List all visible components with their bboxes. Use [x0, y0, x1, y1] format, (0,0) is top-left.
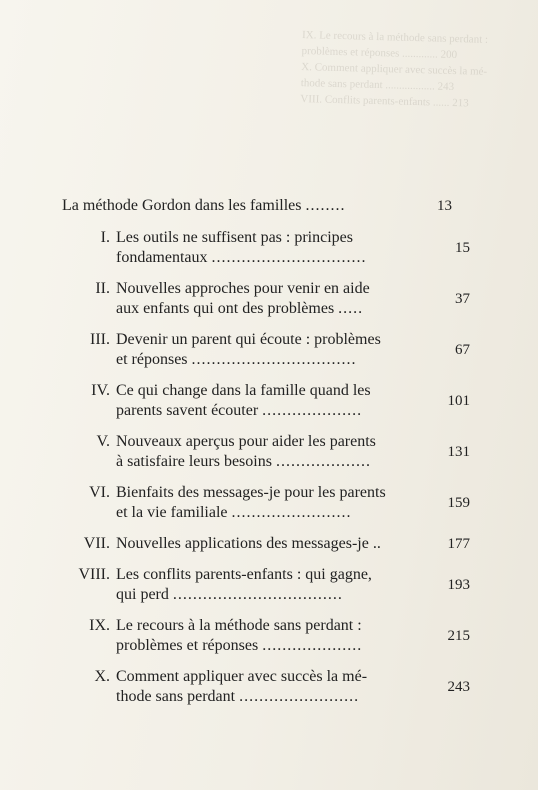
chapter-numeral: VIII. [78, 566, 110, 583]
toc-chapter-entry [62, 565, 472, 605]
chapter-page-number: 215 [447, 628, 470, 644]
bleed-line: VIII. Conflits parents-enfants ...... 213 [300, 92, 469, 110]
toc-chapter-entry [62, 534, 472, 554]
bleed-line: X. Comment appliquer avec succès la mé- [301, 61, 488, 78]
chapter-page-number: 67 [455, 342, 470, 358]
chapter-title [116, 534, 408, 554]
chapter-title-line-text: qui perd [116, 586, 169, 603]
intro-title-text: La méthode Gordon dans les familles [62, 197, 302, 214]
chapter-title-line: Comment appliquer avec succès la mé- [116, 668, 368, 685]
chapter-page-number: 131 [447, 444, 470, 460]
chapter-title-line [116, 350, 408, 370]
leader-dots: ................... [275, 453, 371, 470]
chapter-title [116, 616, 408, 656]
chapter-title-line: Nouvelles applications des messages-je .. [116, 535, 381, 552]
chapter-list [62, 228, 472, 707]
chapter-numeral: VII. [83, 535, 110, 552]
table-of-contents [62, 196, 472, 718]
chapter-title-line: Bienfaits des messages-je pour les parents [116, 484, 386, 501]
chapter-numeral: V. [96, 433, 110, 450]
chapter-title-line-text: thode sans perdant [116, 688, 236, 705]
chapter-title-line [116, 636, 408, 656]
chapter-numeral: IX. [89, 617, 110, 634]
chapter-page-number: 159 [447, 495, 470, 511]
chapter-title [116, 381, 408, 421]
chapter-title-line-text: problèmes et réponses [116, 637, 259, 654]
toc-chapter-entry [62, 483, 472, 523]
chapter-numeral: IV. [91, 382, 110, 399]
toc-intro-entry [62, 196, 472, 218]
toc-chapter-entry [62, 279, 472, 319]
chapter-title-line [116, 503, 408, 523]
leader-dots: ........................ [231, 504, 352, 521]
chapter-title-line: Devenir un parent qui écoute : problèmes [116, 331, 381, 348]
chapter-title [116, 228, 408, 268]
chapter-title-line [116, 401, 408, 421]
chapter-title-line: Les outils ne suffisent pas : principes [116, 229, 353, 246]
chapter-title [116, 667, 408, 707]
chapter-title-line [116, 299, 408, 319]
toc-chapter-entry [62, 330, 472, 370]
bleed-line: IX. Le recours à la méthode sans perdant : [301, 29, 489, 46]
chapter-title-line-text: et réponses [116, 351, 188, 368]
leader-dots: .................... [262, 637, 363, 654]
chapter-title-line: Ce qui change dans la famille quand les [116, 382, 371, 399]
chapter-title-line: Le recours à la méthode sans perdant : [116, 617, 362, 634]
toc-chapter-entry [62, 432, 472, 472]
chapter-title-line-text: fondamentaux [116, 249, 208, 266]
toc-chapter-entry [62, 667, 472, 707]
chapter-numeral: I. [100, 229, 110, 246]
chapter-numeral: II. [95, 280, 110, 297]
leader-dots: ............................... [211, 249, 367, 266]
chapter-numeral: X. [94, 668, 110, 685]
chapter-title-line-text: et la vie familiale [116, 504, 228, 521]
chapter-title-line-text: aux enfants qui ont des problèmes [116, 300, 335, 317]
chapter-title-line [116, 452, 408, 472]
bleed-line: thode sans perdant .................. 243 [300, 77, 455, 94]
chapter-page-number: 101 [447, 393, 470, 409]
chapter-numeral: VI. [89, 484, 110, 501]
leader-dots: ..... [338, 300, 364, 317]
chapter-title-line [116, 585, 408, 605]
chapter-title-line: Nouveaux aperçus pour aider les parents [116, 433, 376, 450]
chapter-title [116, 279, 408, 319]
chapter-title [116, 330, 408, 370]
chapter-page-number: 193 [447, 577, 470, 593]
leader-dots: .................................. [172, 586, 343, 603]
intro-title [62, 196, 346, 216]
chapter-title [116, 565, 408, 605]
chapter-title-line-text: parents savent écouter [116, 402, 259, 419]
leader-dots: ........ [305, 197, 346, 214]
chapter-page-number: 177 [447, 536, 470, 552]
leader-dots: .................... [262, 402, 363, 419]
toc-chapter-entry [62, 616, 472, 656]
chapter-title-line [116, 248, 408, 268]
toc-chapter-entry [62, 381, 472, 421]
chapter-title-line [116, 687, 408, 707]
leader-dots: ........................ [239, 688, 360, 705]
chapter-title-line: Les conflits parents-enfants : qui gagne, [116, 566, 372, 583]
bleed-line: problèmes et réponses ............. 200 [301, 45, 458, 62]
bleed-through-text [298, 27, 532, 203]
intro-page-number: 13 [437, 198, 452, 214]
chapter-title-line: Nouvelles approches pour venir en aide [116, 280, 370, 297]
chapter-page-number: 37 [455, 291, 470, 307]
chapter-page-number: 15 [455, 240, 470, 256]
leader-dots: ................................. [191, 351, 357, 368]
chapter-page-number: 243 [447, 679, 470, 695]
chapter-title [116, 483, 408, 523]
chapter-title [116, 432, 408, 472]
chapter-title-line-text: à satisfaire leurs besoins [116, 453, 272, 470]
chapter-numeral: III. [90, 331, 110, 348]
toc-chapter-entry [62, 228, 472, 268]
